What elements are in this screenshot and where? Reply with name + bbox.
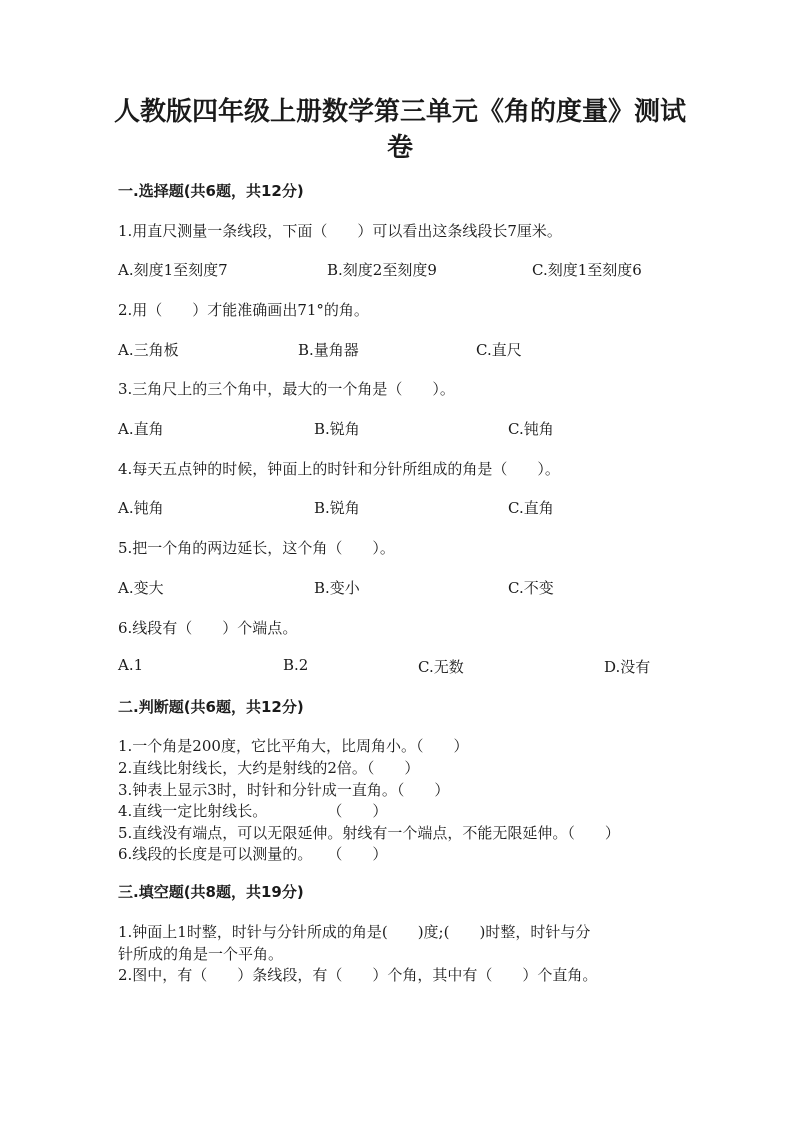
option-b: B.变小 <box>314 579 360 597</box>
option-c: C.钝角 <box>508 420 554 438</box>
option-b: B.锐角 <box>314 420 360 438</box>
judgement-item-2: 2.直线比射线长，大约是射线的2倍。（ ） <box>118 759 420 777</box>
question-1: 1.用直尺测量一条线段，下面（ ）可以看出这条线段长7厘米。 <box>118 222 562 240</box>
fill-item-1-line-2: 针所成的角是一个平角。 <box>118 945 284 963</box>
fill-item-2: 2.图中，有（ ）条线段，有（ ）个角，其中有（ ）个直角。 <box>118 966 598 984</box>
option-c: C.刻度1至刻度6 <box>532 261 642 279</box>
document-title <box>100 94 700 166</box>
option-a: A.三角板 <box>118 341 179 359</box>
option-b: B.刻度2至刻度9 <box>327 261 437 279</box>
question-6: 6.线段有（ ）个端点。 <box>118 619 298 637</box>
section-heading-judgement: 二.判断题(共6题，共12分) <box>118 698 304 716</box>
option-a: A.变大 <box>118 579 164 597</box>
option-a: A.1 <box>118 656 144 674</box>
judgement-item-3: 3.钟表上显示3时，时针和分针成一直角。（ ） <box>118 781 450 799</box>
option-c: C.直角 <box>508 499 554 517</box>
question-2: 2.用（ ）才能准确画出71°的角。 <box>118 301 369 319</box>
question-5: 5.把一个角的两边延长，这个角（ ）。 <box>118 539 395 557</box>
section-heading-choice: 一.选择题(共6题，共12分) <box>118 182 304 200</box>
option-a: A.钝角 <box>118 499 164 517</box>
title-line-2: 卷 <box>386 133 413 163</box>
judgement-item-1: 1.一个角是200度，它比平角大，比周角小。（ ） <box>118 737 469 755</box>
judgement-item-6: 6.线段的长度是可以测量的。 （ ） <box>118 845 388 863</box>
option-a: A.直角 <box>118 420 164 438</box>
judgement-item-4: 4.直线一定比射线长。 （ ） <box>118 802 388 820</box>
section-heading-fill: 三.填空题(共8题，共19分) <box>118 883 304 901</box>
title-line-1: 人教版四年级上册数学第三单元《角的度量》测试 <box>113 97 686 127</box>
option-c: C.不变 <box>508 579 554 597</box>
question-3: 3.三角尺上的三个角中，最大的一个角是（ ）。 <box>118 380 455 398</box>
option-c: C.无数 <box>418 658 464 676</box>
option-d: D.没有 <box>604 658 651 676</box>
option-b: B.量角器 <box>298 341 359 359</box>
option-a: A.刻度1至刻度7 <box>118 261 228 279</box>
judgement-item-5: 5.直线没有端点，可以无限延伸。射线有一个端点，不能无限延伸。（ ） <box>118 824 620 842</box>
question-4: 4.每天五点钟的时候，钟面上的时针和分针所组成的角是（ ）。 <box>118 460 560 478</box>
option-b: B.2 <box>283 656 309 674</box>
fill-item-1-line-1: 1.钟面上1时整，时针与分针所成的角是( )度;( )时整，时针与分 <box>118 923 591 941</box>
option-c: C.直尺 <box>476 341 522 359</box>
option-b: B.锐角 <box>314 499 360 517</box>
